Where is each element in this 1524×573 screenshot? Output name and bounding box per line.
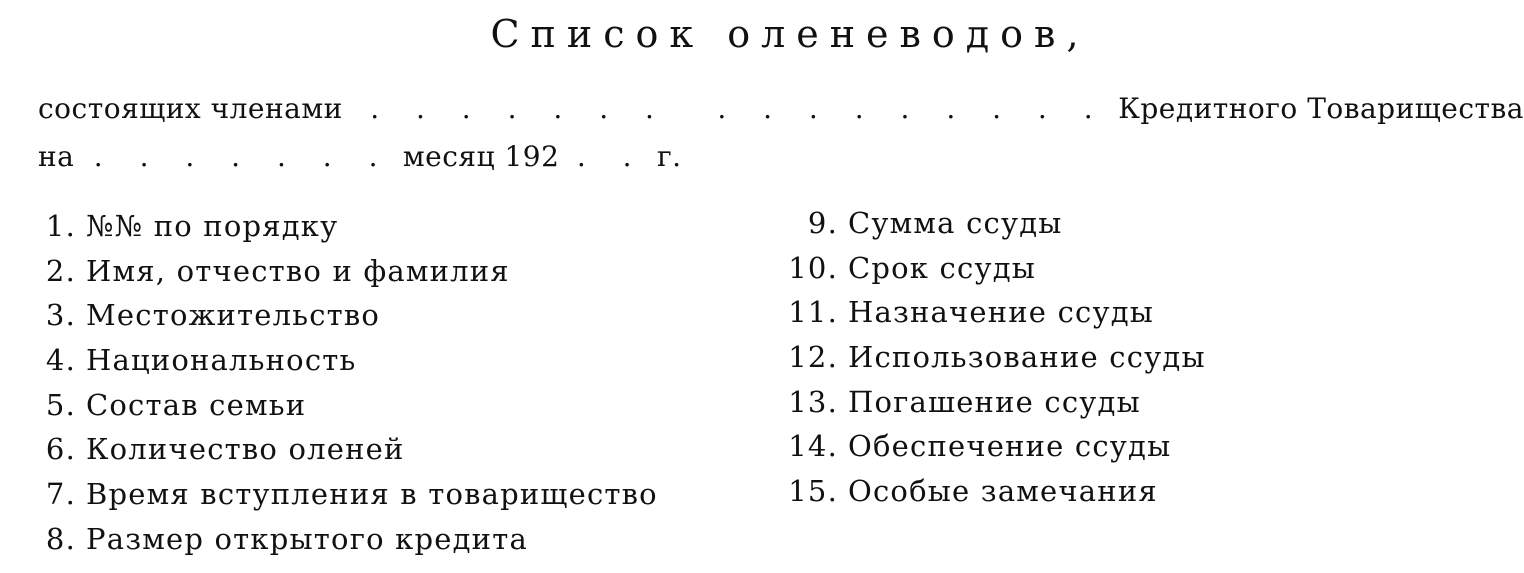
list-item [786,290,1206,335]
item-number: 15. [788,474,838,509]
list-item [786,335,1206,380]
item-label: Обеспечение ссуды [848,429,1172,464]
header-line-2 [38,140,682,173]
list-item [786,201,1206,246]
list-item [38,472,658,517]
header-credit-society: Кредитного Товарищества [1118,92,1524,125]
list-item [38,338,658,383]
item-label: Размер открытого кредита [86,521,528,556]
item-number: 10. [788,250,838,285]
item-number: 12. [788,340,838,375]
item-label: Национальность [86,343,357,378]
list-item [38,204,658,249]
item-number: 9. [807,206,838,240]
item-number: 1. [45,209,76,243]
header-dots-a: . . . . . . . [370,92,668,125]
item-label: Срок ссуды [848,250,1037,285]
item-label: Состав семьи [86,387,307,422]
item-label: Погашение ссуды [848,384,1141,419]
list-item [786,424,1206,469]
item-number: 11. [788,295,838,330]
list-item [38,383,658,428]
header-year-suffix: г. [656,140,682,173]
column-list-left [38,204,658,562]
item-label: Сумма ссуды [848,206,1063,240]
header-members-text: состоящих членами [38,92,343,125]
item-label: Количество оленей [86,432,405,467]
header-month-year: месяц 192 [402,140,560,173]
list-item [786,246,1206,291]
header-month-dots: . . . . . . . [93,140,392,173]
item-number: 2. [45,253,76,288]
column-list-right [786,201,1206,514]
item-number: 5. [45,387,76,422]
list-item [38,517,658,562]
item-label: Время вступления в товарищество [86,477,658,512]
item-label: Имя, отчество и фамилия [86,253,510,288]
item-number: 3. [45,298,76,333]
item-label: Назначение ссуды [848,295,1155,330]
item-number: 4. [45,343,76,378]
item-number: 8. [45,521,76,556]
list-item [38,293,658,338]
list-item [786,469,1206,514]
item-number: 7. [45,477,76,512]
header-dots-b: . . . . . . . . . [717,92,1107,125]
item-number: 6. [45,432,76,467]
item-label: №№ по порядку [86,209,339,243]
header-year-dots: . . [576,140,646,173]
document-title: Список оленеводов, [490,12,1090,56]
list-item [786,380,1206,425]
item-label: Особые замечания [848,474,1158,509]
item-number: 13. [788,384,838,419]
item-label: Местожительство [86,298,381,333]
item-label: Использование ссуды [848,340,1206,375]
list-item [38,249,658,294]
header-line-1 [38,92,1524,125]
item-number: 14. [788,429,838,464]
list-item [38,427,658,472]
header-on-text: на [38,140,75,173]
